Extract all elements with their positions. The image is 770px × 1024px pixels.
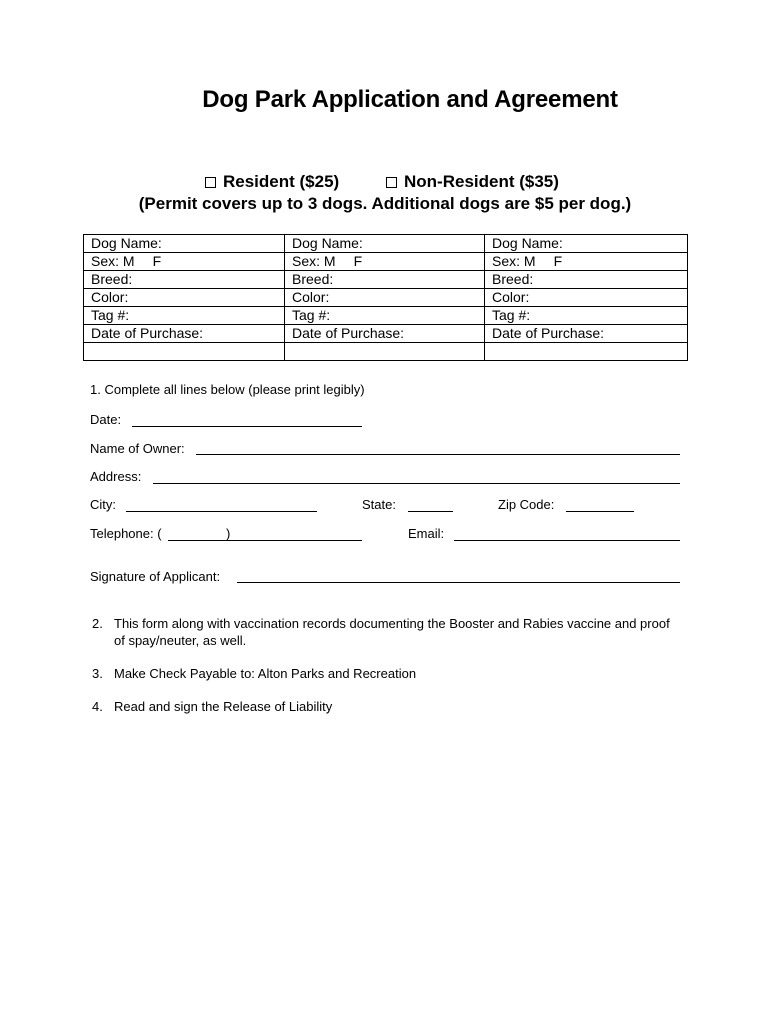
city-line[interactable] xyxy=(126,497,317,512)
resident-checkbox[interactable] xyxy=(205,177,216,188)
non-resident-label: Non-Resident ($35) xyxy=(404,172,559,191)
sex-label: Sex: M xyxy=(91,253,135,269)
sex-cell[interactable] xyxy=(285,253,485,271)
email-line[interactable] xyxy=(454,526,680,541)
dog-name-cell[interactable]: Dog Name: xyxy=(285,235,485,253)
table-row xyxy=(84,253,688,271)
signature-line[interactable] xyxy=(237,568,680,583)
breed-cell[interactable]: Breed: xyxy=(485,271,688,289)
page-title: Dog Park Application and Agreement xyxy=(202,86,618,113)
instruction-text: 1. Complete all lines below (please print legibly) xyxy=(90,382,365,397)
item-text: This form along with vaccination records documenting the Booster and Rabies vaccine and proof of spay/neuter, as well. xyxy=(114,616,670,648)
tag-cell[interactable]: Tag #: xyxy=(485,307,688,325)
resident-label: Resident ($25) xyxy=(223,172,340,191)
blank-cell[interactable] xyxy=(285,343,485,361)
date-line[interactable] xyxy=(132,412,362,427)
city-label: City: xyxy=(90,497,116,512)
table-row xyxy=(84,343,688,361)
blank-cell[interactable] xyxy=(84,343,285,361)
address-label: Address: xyxy=(90,469,142,484)
dog-info-table xyxy=(83,234,688,361)
fee-options xyxy=(0,172,770,194)
sex-f-label: F xyxy=(353,253,363,269)
item-text: Read and sign the Release of Liability xyxy=(114,699,333,714)
zip-label: Zip Code: xyxy=(498,497,555,512)
item-number: 4. xyxy=(92,699,103,714)
sex-cell[interactable] xyxy=(485,253,688,271)
state-line[interactable] xyxy=(408,497,453,512)
non-resident-checkbox[interactable] xyxy=(386,177,397,188)
date-of-purchase-cell[interactable]: Date of Purchase: xyxy=(285,325,485,343)
table-row xyxy=(84,289,688,307)
dog-name-cell[interactable]: Dog Name: xyxy=(485,235,688,253)
item-number: 3. xyxy=(92,666,103,681)
signature-label: Signature of Applicant: xyxy=(90,569,221,584)
table-row xyxy=(84,271,688,289)
table-row xyxy=(84,325,688,343)
date-of-purchase-cell[interactable]: Date of Purchase: xyxy=(485,325,688,343)
telephone-close: ) xyxy=(226,526,231,541)
permit-note: (Permit covers up to 3 dogs. Additional dogs are $5 per dog.) xyxy=(138,194,632,213)
tag-cell[interactable]: Tag #: xyxy=(285,307,485,325)
sex-label: Sex: M xyxy=(292,253,336,269)
date-label: Date: xyxy=(90,412,122,427)
blank-cell[interactable] xyxy=(485,343,688,361)
table-row xyxy=(84,235,688,253)
color-cell[interactable]: Color: xyxy=(285,289,485,307)
breed-cell[interactable]: Breed: xyxy=(84,271,285,289)
table-row xyxy=(84,307,688,325)
tag-cell[interactable]: Tag #: xyxy=(84,307,285,325)
owner-label: Name of Owner: xyxy=(90,441,185,456)
color-cell[interactable]: Color: xyxy=(485,289,688,307)
address-line[interactable] xyxy=(153,469,680,484)
owner-line[interactable] xyxy=(196,440,680,455)
zip-line[interactable] xyxy=(566,497,634,512)
breed-cell[interactable]: Breed: xyxy=(285,271,485,289)
telephone-label: Telephone: ( xyxy=(90,526,162,541)
email-label: Email: xyxy=(408,526,445,541)
sex-label: Sex: M xyxy=(492,253,536,269)
item-number: 2. xyxy=(92,616,103,631)
item-text: Make Check Payable to: Alton Parks and Recreation xyxy=(114,666,417,681)
dog-name-cell[interactable]: Dog Name: xyxy=(84,235,285,253)
telephone-line[interactable] xyxy=(168,526,362,541)
color-cell[interactable]: Color: xyxy=(84,289,285,307)
sex-f-label: F xyxy=(553,253,563,269)
state-label: State: xyxy=(362,497,396,512)
sex-cell[interactable] xyxy=(84,253,285,271)
date-of-purchase-cell[interactable]: Date of Purchase: xyxy=(84,325,285,343)
sex-f-label: F xyxy=(152,253,162,269)
resident-option[interactable] xyxy=(205,172,339,192)
non-resident-option[interactable] xyxy=(386,172,559,192)
